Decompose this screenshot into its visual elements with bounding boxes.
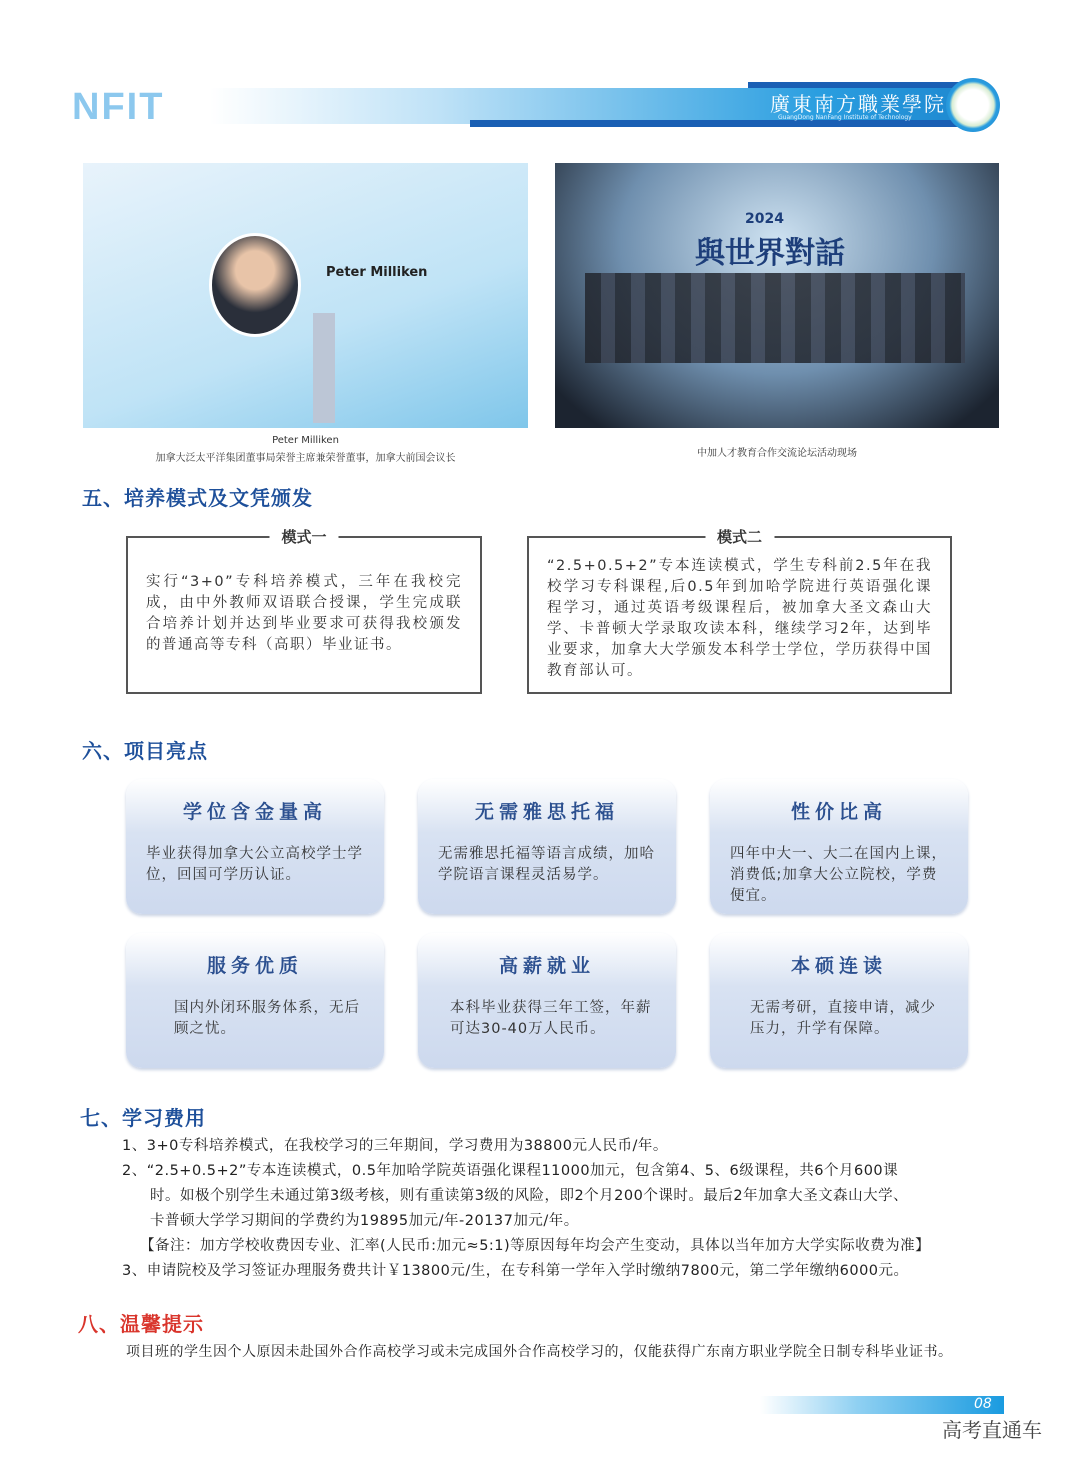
highlight-card xyxy=(418,779,676,914)
card-text: 无需雅思托福等语言成绩，加哈学院语言课程灵活易学。 xyxy=(438,846,655,883)
card-text: 国内外闭环服务体系，无后顾之忧。 xyxy=(174,1000,360,1037)
card-text: 无需考研，直接申请，减少压力，升学有保障。 xyxy=(750,1000,936,1037)
card-text: 本科毕业获得三年工签，年薪可达30-40万人民币。 xyxy=(450,1000,652,1037)
card-title: 本硕连读 xyxy=(790,955,887,977)
header-band-line xyxy=(470,120,970,127)
photo-peter-milliken xyxy=(83,163,528,428)
photo-caption-1: 加拿大泛太平洋集团董事局荣誉主席兼荣誉董事，加拿大前国会议长 xyxy=(155,453,456,464)
page-number-bar xyxy=(760,1396,1004,1414)
fee-line: 时。如极个别学生未通过第3级考核，则有重读第3级的风险，即2个月200个课时。最后2年加拿大圣文森山大学、 xyxy=(150,1188,909,1204)
school-name-en: GuangDong NanFang Institute of Technology xyxy=(778,114,912,121)
photo-caption-2: 中加人才教育合作交流论坛活动现场 xyxy=(697,448,857,459)
mode-title: 模式一 xyxy=(269,526,338,547)
school-name-cn: 廣東南方職業學院 xyxy=(770,92,946,116)
page-number: 08 xyxy=(974,1396,992,1412)
nfit-logo: NFIT xyxy=(72,86,165,128)
fee-note: 【备注：加方学校收费因专业、汇率(人民币:加元≈5:1)等原因每年均会产生变动，具体以当年加方大学实际收费为准】 xyxy=(140,1238,931,1254)
slide-name: Peter Milliken xyxy=(326,265,428,280)
card-text: 毕业获得加拿大公立高校学士学位，回国可学历认证。 xyxy=(146,846,363,883)
section7-title: 七、学习费用 xyxy=(80,1106,206,1130)
school-seal-icon xyxy=(946,78,1000,132)
fee-line: 1、3+0专科培养模式，在我校学习的三年期间，学习费用为38800元人民币/年。 xyxy=(122,1138,668,1154)
highlight-card xyxy=(710,779,968,914)
highlight-card xyxy=(710,933,968,1068)
highlight-card xyxy=(126,779,384,914)
section5-title: 五、培养模式及文凭颁发 xyxy=(82,486,313,510)
mode-box-2 xyxy=(527,528,952,694)
card-title: 服务优质 xyxy=(206,955,303,977)
card-title: 学位含金量高 xyxy=(182,801,327,823)
mode-text: “2.5+0.5+2”专本连读模式，学生专科前2.5年在我校学习专科课程,后0.5年到加哈学院进行英语强化课程学习，通过英语考级课程后，被加拿大圣文森山大学、卡普顿大学录取攻读本科，继续学习2年，达到毕业要求，加拿大大学颁发本科学士学位，学历获得中国教育部认可。 xyxy=(547,558,932,679)
photo-forum xyxy=(555,163,999,428)
fee-line: 卡普顿大学学习期间的学费约为19895加元/年-20137加元/年。 xyxy=(150,1213,579,1229)
slide-title: 與世界對話 xyxy=(695,236,845,271)
tip-text: 项目班的学生因个人原因未赴国外合作高校学习或未完成国外合作高校学习的，仅能获得广东南方职业学院全日制专科毕业证书。 xyxy=(126,1344,953,1360)
card-title: 高薪就业 xyxy=(498,955,595,977)
slide-year: 2024 xyxy=(745,211,784,227)
mode-title: 模式二 xyxy=(705,526,774,547)
section8-title: 八、温馨提示 xyxy=(78,1312,204,1336)
card-text: 四年中大一、大二在国内上课，消费低;加拿大公立院校，学费便宜。 xyxy=(730,846,947,904)
photo-caption-name: Peter Milliken xyxy=(272,435,339,446)
card-title: 无需雅思托福 xyxy=(474,801,619,823)
section6-title: 六、项目亮点 xyxy=(82,739,208,763)
mode-text: 实行“3+0”专科培养模式，三年在我校完成，由中外教师双语联合授课，学生完成联合培养计划并达到毕业要求可获得我校颁发的普通高等专科（高职）毕业证书。 xyxy=(146,574,462,653)
highlight-card xyxy=(126,933,384,1068)
fee-line: 2、“2.5+0.5+2”专本连读模式，0.5年加哈学院英语强化课程11000加元，包含第4、5、6级课程，共6个月600课 xyxy=(122,1163,899,1179)
watermark: 高考直通车 xyxy=(942,1418,1042,1442)
fee-line: 3、申请院校及学习签证办理服务费共计￥13800元/生，在专科第一学年入学时缴纳7800元，第二学年缴纳6000元。 xyxy=(122,1263,909,1279)
card-title: 性价比高 xyxy=(790,801,887,823)
mode-box-1 xyxy=(126,528,482,694)
highlight-card xyxy=(418,933,676,1068)
